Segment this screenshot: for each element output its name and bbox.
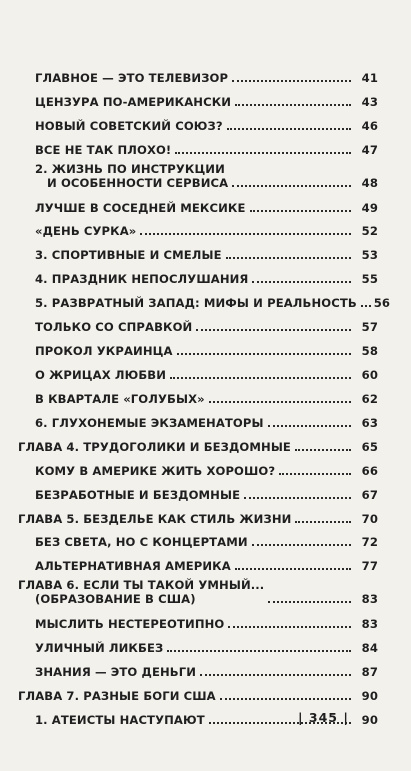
leader-dots — [175, 152, 351, 154]
toc-entry-title: ПРОКОЛ УКРАИНЦА — [35, 344, 173, 358]
toc-entry-title: В КВАРТАЛЕ «ГОЛУБЫХ» — [35, 392, 205, 406]
toc-entry-title: 1. АТЕИСТЫ НАСТУПАЮТ — [35, 713, 205, 727]
toc-entry-line-2: И ОСОБЕННОСТИ СЕРВИСА — [47, 176, 229, 190]
toc-entry-title: КОМУ В АМЕРИКЕ ЖИТЬ ХОРОШО? — [35, 464, 276, 478]
leader-dots — [232, 80, 351, 82]
toc-entry — [35, 95, 378, 109]
toc-entry-title: БЕЗРАБОТНЫЕ И БЕЗДОМНЫЕ — [35, 488, 241, 502]
page-number: | 345 | — [298, 710, 349, 725]
leader-dots — [200, 674, 351, 676]
toc-entry-title — [35, 162, 228, 190]
toc-entry-title: О ЖРИЦАХ ЛЮБВИ — [35, 368, 167, 382]
leader-dots — [361, 305, 371, 307]
toc-entry-line-2: (ОБРАЗОВАНИЕ В США) — [35, 592, 196, 606]
toc-entry-page: 65 — [361, 440, 378, 454]
toc-entry-title: ЦЕНЗУРА ПО-АМЕРИКАНСКИ — [35, 95, 232, 109]
toc-entry — [35, 368, 378, 382]
leader-dots — [232, 185, 351, 187]
toc-entry-title: «ДЕНЬ СУРКА» — [35, 224, 137, 238]
toc-entry-page: 57 — [361, 320, 378, 334]
toc-entry-title: ГЛАВА 5. БЕЗДЕЛЬЕ КАК СТИЛЬ ЖИЗНИ — [18, 512, 292, 526]
toc-entry-page: 84 — [361, 641, 378, 655]
toc-entry — [35, 296, 391, 310]
toc-entry-page: 43 — [361, 95, 378, 109]
toc-entry-title: 6. ГЛУХОНЕМЫЕ ЭКЗАМЕНАТОРЫ — [35, 416, 264, 430]
leader-dots — [228, 626, 351, 628]
toc-entry — [35, 119, 378, 133]
toc-entry — [35, 641, 378, 655]
toc-entry-page: 87 — [361, 665, 378, 679]
toc-entry-title: АЛЬТЕРНАТИВНАЯ АМЕРИКА — [35, 559, 231, 573]
toc-entry-page: 62 — [361, 392, 378, 406]
toc-entry — [35, 535, 378, 549]
toc-entry-title: ГЛАВА 4. ТРУДОГОЛИКИ И БЕЗДОМНЫЕ — [18, 440, 291, 454]
toc-entry-page: 90 — [361, 713, 378, 727]
leader-dots — [268, 601, 351, 603]
toc-entry-page: 46 — [361, 119, 378, 133]
toc-entry-page: 49 — [361, 201, 378, 215]
toc-entry-title: ГЛАВНОЕ — ЭТО ТЕЛЕВИЗОР — [35, 71, 229, 85]
toc-entry-page: 72 — [361, 535, 378, 549]
toc-entry — [35, 248, 378, 262]
leader-dots — [235, 568, 351, 570]
leader-dots — [220, 698, 351, 700]
toc-entry — [35, 464, 378, 478]
toc-chapter — [18, 689, 378, 703]
leader-dots — [226, 257, 351, 259]
toc-entry — [35, 143, 378, 157]
toc-entry-page: 70 — [361, 512, 378, 526]
toc-entry — [35, 224, 378, 238]
toc-chapter — [18, 440, 378, 454]
leader-dots — [170, 377, 351, 379]
leader-dots — [235, 104, 351, 106]
leader-dots — [244, 497, 351, 499]
toc-entry — [35, 272, 378, 286]
toc-entry-title: 4. ПРАЗДНИК НЕПОСЛУШАНИЯ — [35, 272, 249, 286]
toc-entry-title: БЕЗ СВЕТА, НО С КОНЦЕРТАМИ — [35, 535, 248, 549]
toc-entry — [35, 617, 378, 631]
leader-dots — [140, 233, 351, 235]
toc-entry — [35, 320, 378, 334]
toc-entry-page: 66 — [361, 464, 378, 478]
toc-entry-page: 77 — [361, 559, 378, 573]
toc-entry-page: 63 — [361, 416, 378, 430]
leader-dots — [268, 425, 351, 427]
toc-entry-page: 52 — [361, 224, 378, 238]
toc-entry-title: ТОЛЬКО СО СПРАВКОЙ — [35, 320, 193, 334]
toc-entry-page: 67 — [361, 488, 378, 502]
toc-entry-title: МЫСЛИТЬ НЕСТЕРЕОТИПНО — [35, 617, 225, 631]
toc-entry — [35, 416, 378, 430]
toc-chapter — [18, 512, 378, 526]
leader-dots — [252, 544, 351, 546]
toc-entry — [35, 162, 378, 190]
toc-entry-line-1: ГЛАВА 6. ЕСЛИ ТЫ ТАКОЙ УМНЫЙ... — [18, 578, 265, 592]
leader-dots — [167, 650, 351, 652]
toc-entry-page: 90 — [361, 689, 378, 703]
toc-entry — [35, 488, 378, 502]
toc-entry-page: 83 — [361, 592, 378, 606]
leader-dots — [227, 128, 351, 130]
toc-entry-page: 47 — [361, 143, 378, 157]
toc-entry — [35, 665, 378, 679]
toc-entry-title: НОВЫЙ СОВЕТСКИЙ СОЮЗ? — [35, 119, 223, 133]
leader-dots — [250, 210, 351, 212]
toc-entry-title: ЗНАНИЯ — ЭТО ДЕНЬГИ — [35, 665, 196, 679]
leader-dots — [295, 449, 351, 451]
leader-dots — [196, 329, 351, 331]
toc-entry-title: ВСЕ НЕ ТАК ПЛОХО! — [35, 143, 172, 157]
toc-entry-line-1: 2. ЖИЗНЬ ПО ИНСТРУКЦИИ — [35, 162, 225, 176]
toc-entry-title: ГЛАВА 7. РАЗНЫЕ БОГИ США — [18, 689, 216, 703]
toc-chapter — [18, 578, 378, 606]
toc-entry-page: 56 — [373, 296, 391, 310]
leader-dots — [252, 281, 351, 283]
toc-entry — [35, 559, 378, 573]
toc-entry-page: 55 — [361, 272, 378, 286]
leader-dots — [279, 473, 351, 475]
toc-entry — [35, 201, 378, 215]
toc-entry-title — [18, 578, 264, 606]
toc-entry — [35, 392, 378, 406]
toc-entry-title: УЛИЧНЫЙ ЛИКБЕЗ — [35, 641, 164, 655]
toc-entry-page: 41 — [361, 71, 378, 85]
toc-entry — [35, 71, 378, 85]
leader-dots — [209, 401, 351, 403]
toc-entry — [35, 344, 378, 358]
toc-entry-page: 60 — [361, 368, 378, 382]
toc-entry-title: 3. СПОРТИВНЫЕ И СМЕЛЫЕ — [35, 248, 222, 262]
leader-dots — [177, 353, 351, 355]
toc-entry-title: 5. РАЗВРАТНЫЙ ЗАПАД: МИФЫ И РЕАЛЬНОСТЬ — [35, 296, 357, 310]
toc-entry-title: ЛУЧШЕ В СОСЕДНЕЙ МЕКСИКЕ — [35, 201, 246, 215]
toc-entry-page: 83 — [361, 617, 378, 631]
toc-entry-page: 58 — [361, 344, 378, 358]
toc-entry-page: 48 — [361, 176, 378, 190]
toc-entry-page: 53 — [361, 248, 378, 262]
leader-dots — [295, 521, 351, 523]
